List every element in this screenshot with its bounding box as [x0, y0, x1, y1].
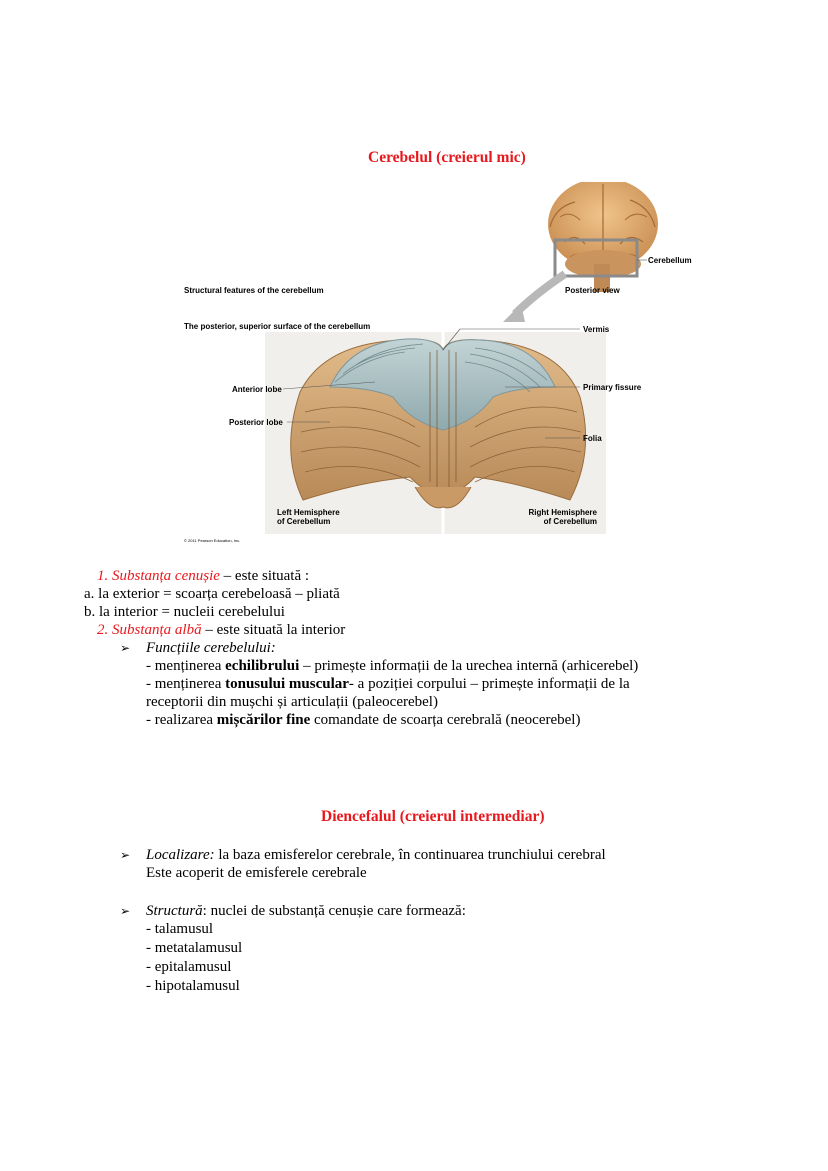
arrow-bullet-icon: ➢	[120, 848, 131, 862]
functions-heading	[120, 639, 276, 657]
function-2-a: - menținerea	[146, 676, 226, 692]
arrow-bullet-icon: ➢	[120, 904, 131, 918]
function-1-a: - menținerea	[146, 658, 226, 674]
functions-label: Funcțiile cerebelului:	[146, 640, 276, 656]
label-posterior-view: Posterior view	[565, 286, 620, 295]
item-2	[97, 621, 345, 639]
arrow-bullet-icon: ➢	[120, 641, 131, 655]
function-2	[146, 675, 630, 693]
function-3-bold: mișcărilor fine	[216, 712, 311, 728]
label-primary-fissure: Primary fissure	[583, 383, 642, 392]
item-1-rest: – este situată :	[219, 568, 310, 584]
label-structural-features: Structural features of the cerebellum	[184, 286, 324, 295]
label-left-hemisphere-1: Left Hemisphere	[277, 508, 340, 517]
label-cerebellum: Cerebellum	[648, 256, 692, 265]
structure-rest: : nuclei de substanță cenușie care formează:	[202, 903, 466, 919]
item-1-label: 1. Substanța cenușie	[97, 568, 220, 584]
label-right-hemisphere-2: of Cerebellum	[543, 517, 597, 526]
function-2-continued: receptorii din mușchi și articulații (paleocerebel)	[146, 694, 438, 710]
structure-item-thalamus: - talamusul	[146, 921, 214, 937]
label-left-hemisphere-2: of Cerebellum	[277, 517, 331, 526]
function-1-bold: echilibrului	[225, 658, 300, 674]
section-title-cerebellum: Cerebelul (creierul mic)	[368, 149, 526, 166]
section-title-diencephalon: Diencefalul (creierul intermediar)	[321, 808, 545, 825]
curved-arrow-icon	[515, 274, 565, 314]
label-right-hemisphere-1: Right Hemisphere	[528, 508, 597, 517]
cerebellum-figure	[175, 182, 705, 544]
label-folia: Folia	[583, 434, 602, 443]
function-1-c: – primește informații de la urechea internă (arhicerebel)	[299, 658, 639, 674]
function-3	[146, 711, 580, 729]
label-anterior-lobe: Anterior lobe	[232, 385, 282, 394]
label-vermis: Vermis	[583, 325, 610, 334]
item-2-label: 2. Substanța albă	[97, 622, 202, 638]
localization-line-2: Este acoperit de emisferele cerebrale	[146, 865, 367, 881]
function-3-a: - realizarea	[146, 712, 217, 728]
structure-item-hypothalamus: - hipotalamusul	[146, 978, 240, 994]
label-posterior-lobe: Posterior lobe	[229, 418, 283, 427]
structure-item-epithalamus: - epitalamusul	[146, 959, 232, 975]
item-2-rest: – este situată la interior	[201, 622, 346, 638]
function-3-c: comandate de scoarța cerebrală (neocerebel)	[310, 712, 581, 728]
structure-item-metathalamus: - metatalamusul	[146, 940, 243, 956]
cerebellum-main-drawing	[291, 339, 586, 508]
structure-label: Structură	[146, 903, 203, 919]
structure	[120, 902, 466, 920]
localization	[120, 846, 606, 864]
function-1	[146, 657, 638, 675]
label-posterior-surface: The posterior, superior surface of the cerebellum	[184, 322, 371, 331]
item-1b: b. la interior = nucleii cerebelului	[84, 604, 285, 620]
item-1a: a. la exterior = scoarța cerebeloasă – pliată	[84, 586, 340, 602]
function-2-bold: tonusului muscular	[225, 676, 349, 692]
localization-label: Localizare:	[146, 847, 215, 863]
cerebellum-illustration	[175, 182, 705, 544]
item-1	[97, 567, 309, 585]
figure-copyright: © 2011 Pearson Education, Inc.	[184, 538, 241, 543]
function-2-c: - a poziției corpului – primește informații de la	[348, 676, 630, 692]
localization-rest: la baza emisferelor cerebrale, în continuarea trunchiului cerebral	[214, 847, 606, 863]
